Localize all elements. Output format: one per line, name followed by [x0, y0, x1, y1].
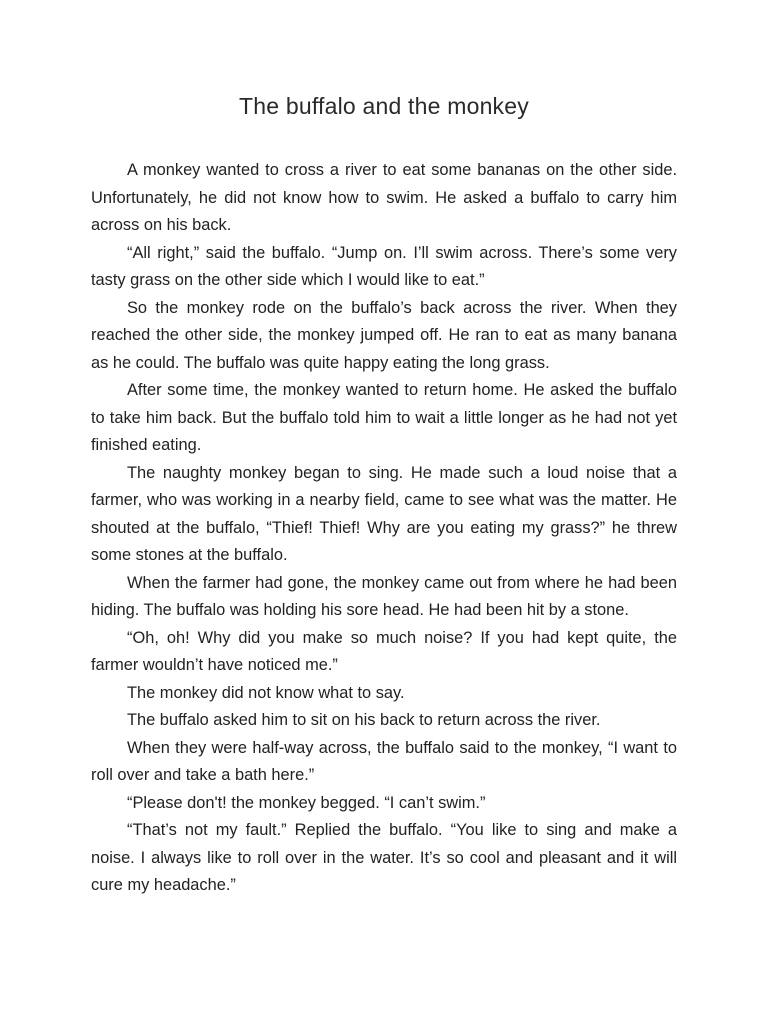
paragraph: “That’s not my fault.” Replied the buffalo. “You like to sing and make a noise. I always like to roll over in the water. It’s so cool and pleasant and it will cure my headache.”: [91, 821, 677, 894]
paragraph: The monkey did not know what to say.: [127, 683, 405, 702]
paragraph: After some time, the monkey wanted to return home. He asked the buffalo to take him back. But the buffalo told him to wait a little longer as he had not yet finished eating.: [91, 381, 677, 454]
paragraph: The buffalo asked him to sit on his back to return across the river.: [127, 711, 601, 729]
paragraph: “Oh, oh! Why did you make so much noise? If you had kept quite, the farmer wouldn’t have noticed me.”: [91, 628, 677, 674]
document-body: [91, 157, 677, 900]
paragraph: “Please don't! the monkey begged. “I can’t swim.”: [127, 793, 486, 812]
paragraph: The naughty monkey began to sing. He made such a loud noise that a farmer, who was working in a nearby field, came to see what was the matter. He shouted at the buffalo, “Thief! Thief! Why are you eating my grass?” he threw some stones at the buffalo.: [91, 463, 677, 564]
paragraph: “All right,” said the buffalo. “Jump on. I’ll swim across. There’s some very tasty grass on the other side which I would like to eat.”: [91, 243, 677, 289]
paragraph: So the monkey rode on the buffalo’s back across the river. When they reached the other side, the monkey jumped off. He ran to eat as many banana as he could. The buffalo was quite happy eating the long grass.: [91, 298, 677, 372]
paragraph: When they were half-way across, the buffalo said to the monkey, “I want to roll over and take a bath here.”: [91, 738, 677, 784]
paragraph: When the farmer had gone, the monkey came out from where he had been hiding. The buffalo was holding his sore head. He had been hit by a stone.: [91, 573, 677, 619]
document-title: The buffalo and the monkey: [239, 93, 529, 119]
paragraph: A monkey wanted to cross a river to eat some bananas on the other side. Unfortunately, he did not know how to swim. He asked a buffalo to carry him across on his back.: [91, 161, 677, 234]
